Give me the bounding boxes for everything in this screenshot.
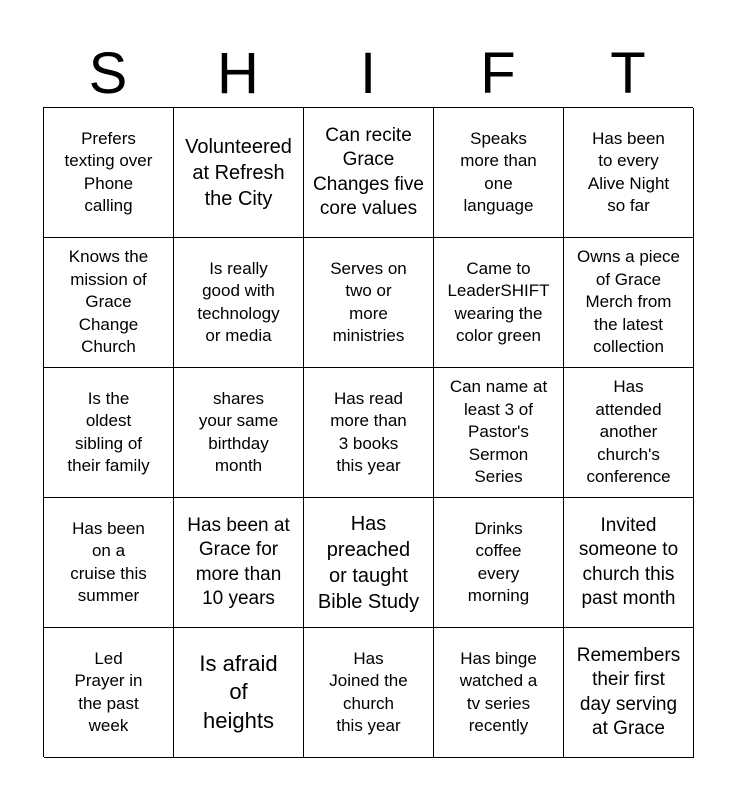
bingo-cell[interactable] bbox=[44, 628, 174, 758]
bingo-cell[interactable] bbox=[174, 628, 304, 758]
cell-text: Volunteered at Refresh the City bbox=[185, 135, 292, 210]
cell-text: Serves on two or more ministries bbox=[330, 258, 407, 345]
cell-text: Speaks more than one language bbox=[460, 128, 537, 215]
cell-text: Has preached or taught Bible Study bbox=[317, 512, 420, 613]
cell-text: Has attended another church's conference bbox=[586, 377, 671, 487]
cell-text: Can recite Grace Changes five core values bbox=[313, 124, 424, 219]
cell-text: Invited someone to church this past month bbox=[578, 514, 679, 609]
cell-text: Is the oldest sibling of their family bbox=[67, 388, 150, 475]
bingo-cell[interactable] bbox=[44, 498, 174, 628]
header-letter-h: H bbox=[217, 41, 259, 106]
bingo-cell[interactable] bbox=[564, 108, 694, 238]
bingo-cell[interactable] bbox=[434, 238, 564, 368]
bingo-cell[interactable] bbox=[434, 108, 564, 238]
cell-text: Has been to every Alive Night so far bbox=[587, 128, 670, 215]
bingo-cell[interactable] bbox=[304, 498, 434, 628]
cell-text: Has been on a cruise this summer bbox=[70, 518, 147, 605]
bingo-cell[interactable] bbox=[434, 628, 564, 758]
cell-text: Has Joined the church this year bbox=[329, 648, 408, 735]
bingo-cell[interactable] bbox=[434, 368, 564, 498]
cell-text: Has been at Grace for more than 10 years bbox=[187, 514, 290, 609]
bingo-cell[interactable] bbox=[304, 238, 434, 368]
bingo-cell[interactable] bbox=[564, 238, 694, 368]
cell-text: Has binge watched a tv series recently bbox=[459, 648, 538, 735]
bingo-cell[interactable] bbox=[174, 498, 304, 628]
bingo-cell[interactable] bbox=[174, 368, 304, 498]
bingo-grid bbox=[43, 107, 693, 757]
cell-text: Is really good with technology or media bbox=[197, 258, 280, 345]
bingo-cell[interactable] bbox=[44, 238, 174, 368]
cell-text: Can name at least 3 of Pastor's Sermon Series bbox=[449, 377, 548, 487]
cell-text: Is afraid of heights bbox=[199, 650, 278, 733]
cell-text: Came to LeaderSHIFT wearing the color green bbox=[447, 258, 550, 345]
cell-text: Led Prayer in the past week bbox=[74, 648, 143, 735]
bingo-cell[interactable] bbox=[44, 108, 174, 238]
cell-text: Owns a piece of Grace Merch from the latest collection bbox=[577, 247, 680, 357]
bingo-cell[interactable] bbox=[304, 108, 434, 238]
header-letter-f: F bbox=[480, 41, 516, 106]
bingo-cell[interactable] bbox=[564, 628, 694, 758]
bingo-cell[interactable] bbox=[44, 368, 174, 498]
cell-text: Drinks coffee every morning bbox=[467, 518, 530, 605]
bingo-cell[interactable] bbox=[564, 368, 694, 498]
bingo-cell[interactable] bbox=[174, 108, 304, 238]
bingo-cell[interactable] bbox=[174, 238, 304, 368]
bingo-cell[interactable] bbox=[564, 498, 694, 628]
cell-text: shares your same birthday month bbox=[198, 388, 279, 475]
bingo-header bbox=[43, 40, 693, 108]
cell-text: Prefers texting over Phone calling bbox=[64, 128, 153, 215]
header-letter-s: S bbox=[88, 41, 128, 106]
bingo-cell[interactable] bbox=[434, 498, 564, 628]
header-letter-t: T bbox=[610, 41, 646, 106]
bingo-cell[interactable] bbox=[304, 628, 434, 758]
bingo-cell[interactable] bbox=[304, 368, 434, 498]
cell-text: Knows the mission of Grace Change Church bbox=[68, 247, 149, 357]
header-letter-i: I bbox=[359, 41, 377, 106]
cell-text: Has read more than 3 books this year bbox=[330, 388, 407, 475]
cell-text: Remembers their first day serving at Grace bbox=[576, 644, 681, 739]
